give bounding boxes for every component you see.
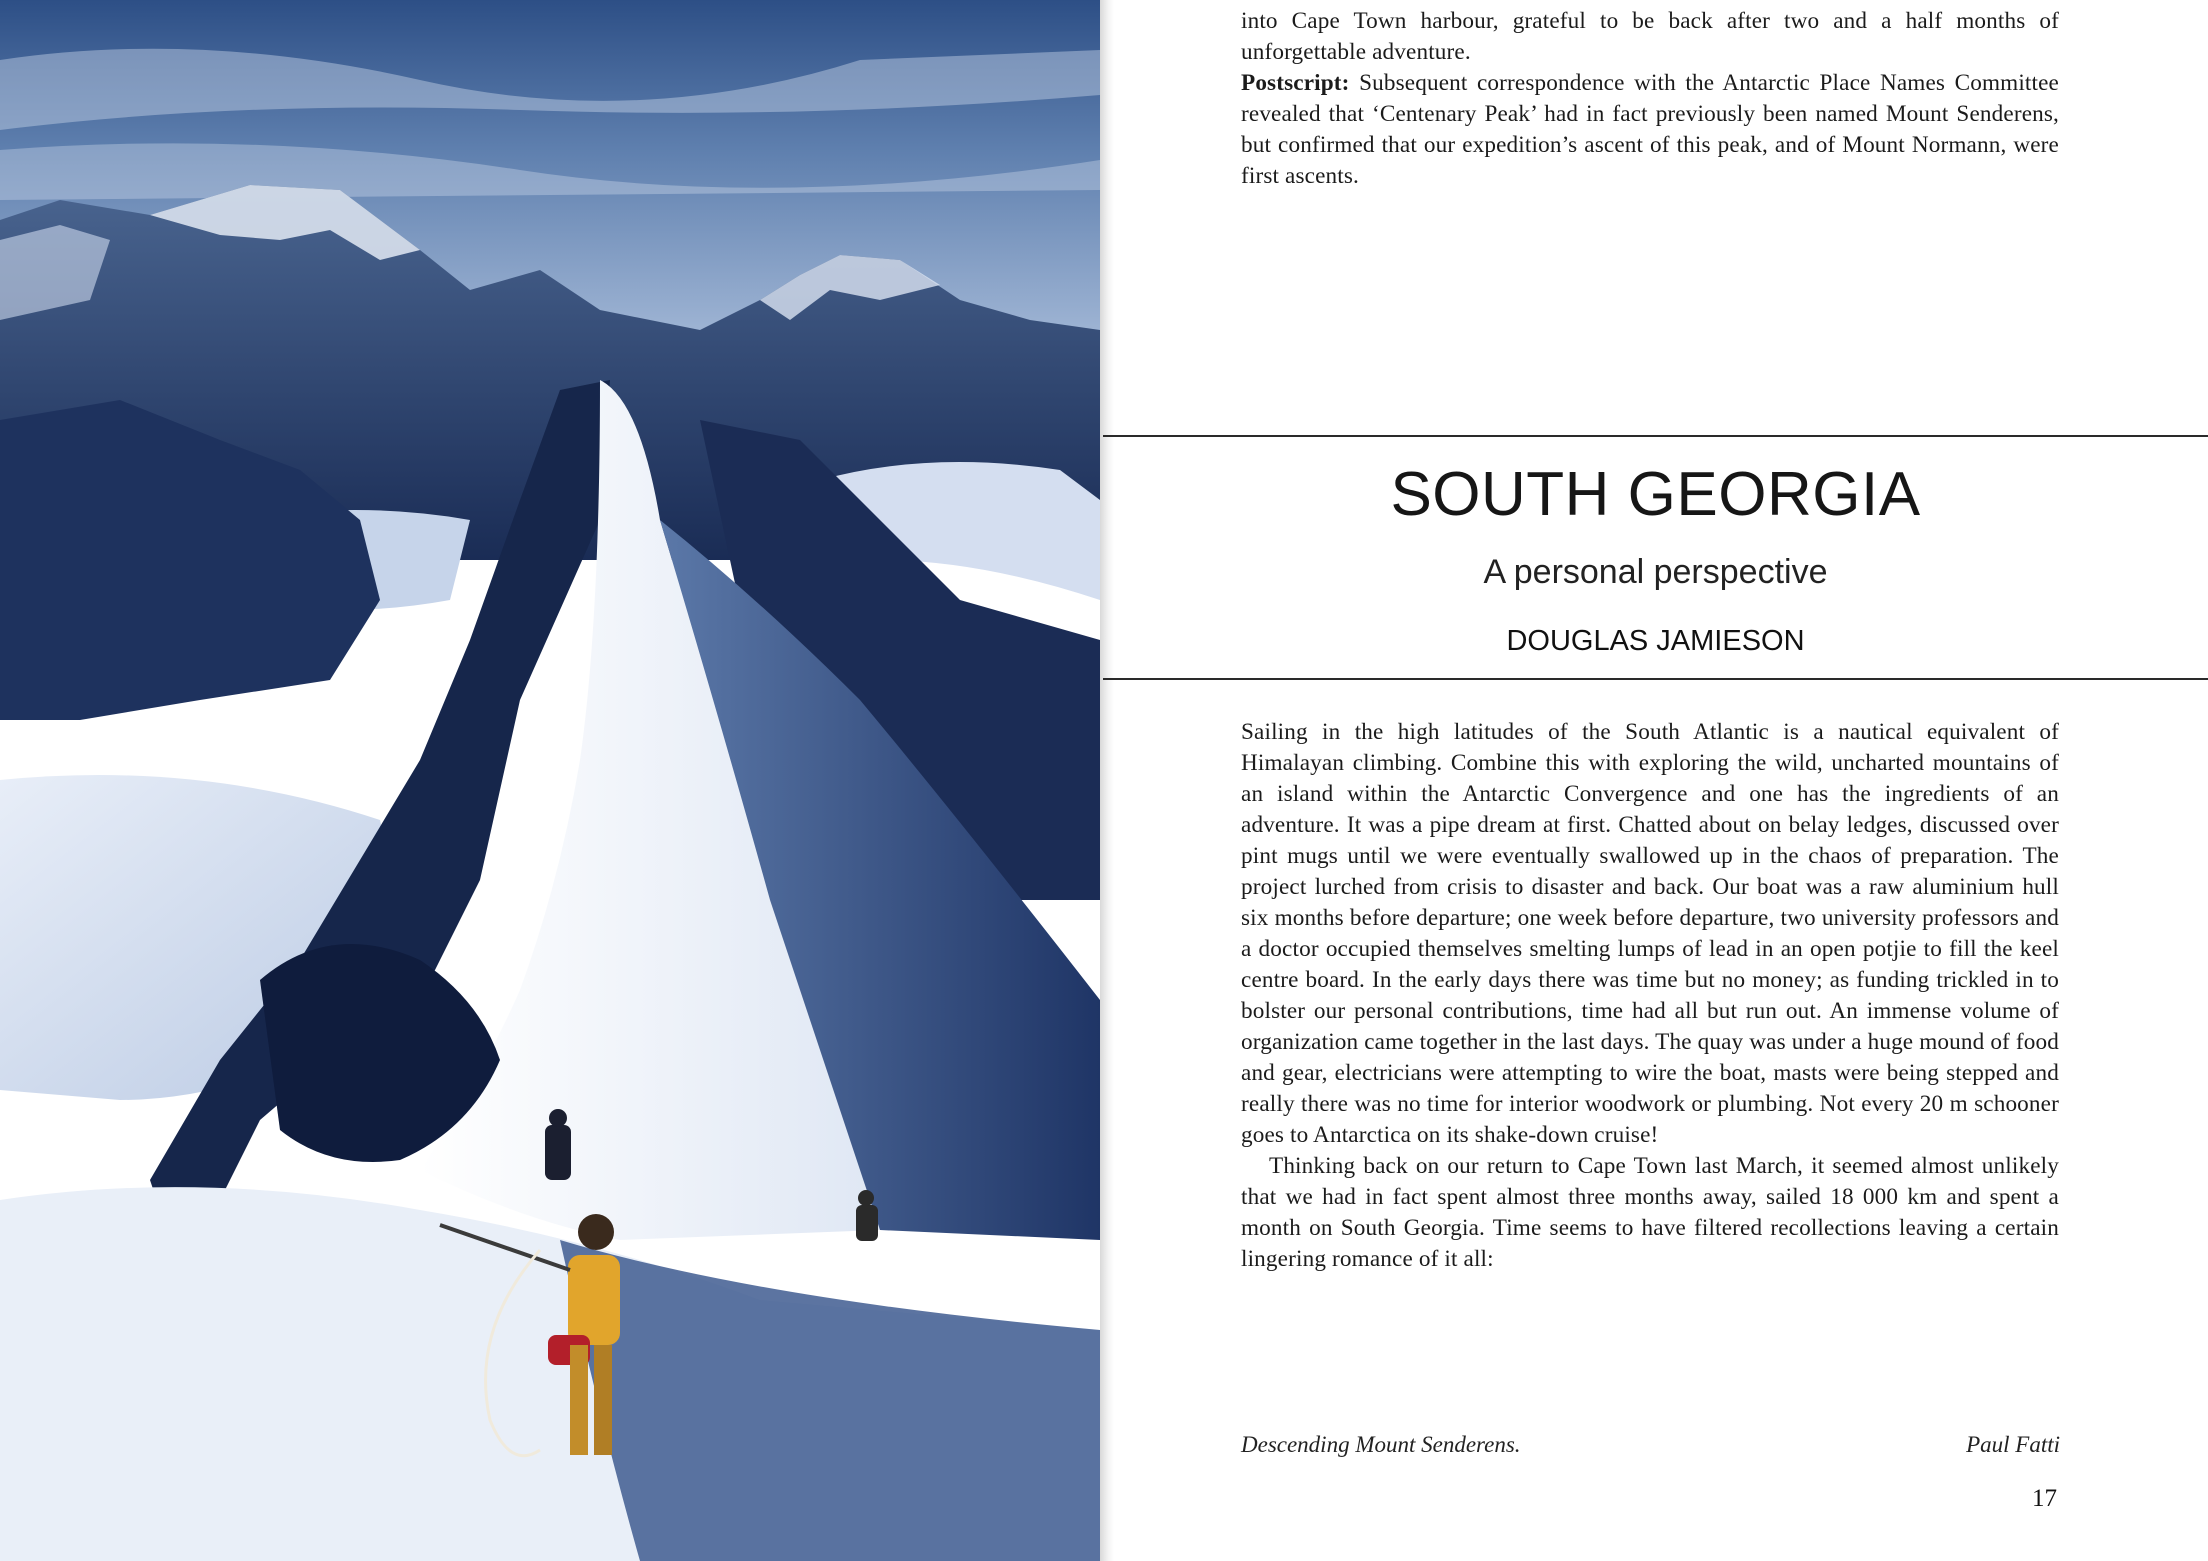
body-paragraph-1: Sailing in the high latitudes of the South Atlantic is a nautical equivalent of Himalayan climbing. Combine this with exploring the wild, uncharted mountains of an island within the Antarctic Convergence and one has the ingredients of an adventure. It was a pipe dream at first. Chatted about on belay ledges, discussed over pint mugs until we were eventually swallowed up in the chaos of preparation. The project lurched from crisis to disaster and back. Our boat was a raw aluminium hull six months before departure; one week before departure, two university professors and a doctor occupied themselves smelting lumps of lead in an open potjie to fill the keel centre board. In the early days there was time but no money; as funding trickled in to bolster our personal contributions, time had all but run out. An immense volume of organization came together in the last days. The quay was under a huge mound of food and gear, electricians were attempting to wire the boat, masts were being stepped and really there was no time for interior woodwork or plumbing. Not every 20 m schooner goes to Antarctica on its shake-down cruise! [1241,719,2059,1148]
article-body [1241,717,2059,1275]
article-title: SOUTH GEORGIA [1390,460,1921,529]
postscript-paragraph [1241,68,2059,192]
postscript-label: Postscript: [1241,70,1350,96]
foreground-shadow [560,1240,1100,1561]
article-author: DOUGLAS JAMIESON [1506,625,1805,657]
mountain-ridge-photo [0,0,1100,1561]
body-paragraph-2: Thinking back on our return to Cape Town last March, it seemed almost unlikely that we had in fact spent almost three months away, sailed 18 000 km and spent a month on South Georgia. Time seems to have filtered recollections leaving a certain lingering romance of it all: [1241,1153,2059,1272]
photo-caption: Descending Mount Senderens. [1241,1432,1521,1457]
postscript-text: Subsequent correspondence with the Antarctic Place Names Committee revealed that ‘Centenary Peak’ had in fact previously been named Mount Senderens, but confirmed that our expedition’s ascent of this peak, and of Mount Normann, were first ascents. [1241,70,2060,189]
continued-paragraph: into Cape Town harbour, grateful to be back after two and a half months of unforgettable adventure. [1241,8,2059,65]
title-rule-top [1103,435,2208,437]
photo-credit: Paul Fatti [1966,1432,2060,1457]
previous-article-ending [1241,6,2059,192]
title-rule-bottom [1103,678,2208,680]
page-gutter [1100,0,1114,1561]
article-subtitle: A personal perspective [1483,553,1828,591]
page-number: 17 [2032,1485,2057,1512]
